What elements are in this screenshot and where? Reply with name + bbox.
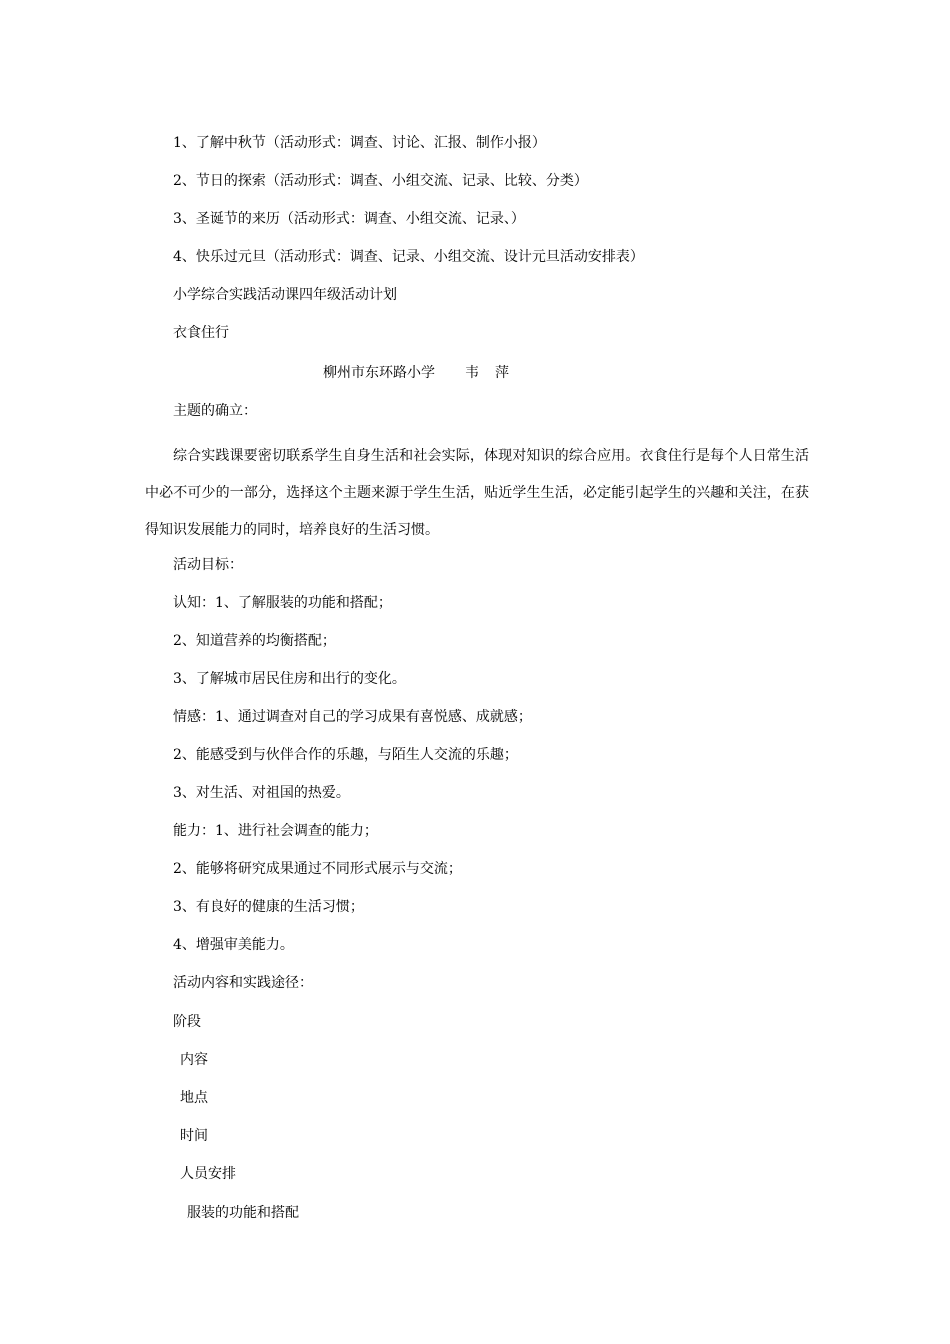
section-heading-theme: 主题的确立： <box>173 403 257 419</box>
author-name-first: 韦 <box>465 365 479 381</box>
section-heading-content: 活动内容和实践途径： <box>173 975 313 991</box>
goal-cognition-2: 2、知道营养的均衡搭配； <box>173 633 336 649</box>
goal-ability-1: 能力：1、进行社会调查的能力； <box>173 823 378 839</box>
goal-cognition-1: 认知：1、了解服装的功能和搭配； <box>173 595 392 611</box>
table-header-stage: 阶段 <box>173 1014 201 1030</box>
author-school: 柳州市东环路小学 <box>323 365 435 381</box>
author-line <box>323 364 509 382</box>
theme-paragraph: 综合实践课要密切联系学生自身生活和社会实际，体现对知识的综合应用。衣食住行是每个人日常生活中必不可少的一部分，选择这个主题来源于学生生活，贴近学生生活，必定能引起学生的兴趣和关注，在获得知识发展能力的同时，培养良好的生活习惯。 <box>145 448 809 538</box>
goal-emotion-2: 2、能感受到与伙伴合作的乐趣，与陌生人交流的乐趣； <box>173 747 518 763</box>
section-heading-goals: 活动目标： <box>173 557 243 573</box>
goal-ability-2: 2、能够将研究成果通过不同形式展示与交流； <box>173 861 462 877</box>
author-name-second: 萍 <box>495 365 509 381</box>
plan-title: 小学综合实践活动课四年级活动计划 <box>173 287 397 303</box>
goal-ability-4: 4、增强审美能力。 <box>173 937 294 953</box>
activity-item-2: 2、节日的探索（活动形式：调查、小组交流、记录、比较、分类） <box>173 173 588 189</box>
activity-item-3: 3、圣诞节的来历（活动形式：调查、小组交流、记录、） <box>173 211 525 227</box>
theme-title: 衣食住行 <box>173 325 229 341</box>
goal-ability-3: 3、有良好的健康的生活习惯； <box>173 899 364 915</box>
goal-cognition-3: 3、了解城市居民住房和出行的变化。 <box>173 671 406 687</box>
table-header-content: 内容 <box>180 1052 208 1068</box>
table-cell-content: 服装的功能和搭配 <box>187 1205 299 1221</box>
goal-emotion-3: 3、对生活、对祖国的热爱。 <box>173 785 350 801</box>
activity-item-4: 4、快乐过元旦（活动形式：调查、记录、小组交流、设计元旦活动安排表） <box>173 249 644 265</box>
activity-item-1: 1、了解中秋节（活动形式：调查、讨论、汇报、制作小报） <box>173 135 546 151</box>
table-header-staffing: 人员安排 <box>180 1166 236 1182</box>
table-header-location: 地点 <box>180 1090 208 1106</box>
table-header-time: 时间 <box>180 1128 208 1144</box>
goal-emotion-1: 情感：1、通过调查对自己的学习成果有喜悦感、成就感； <box>173 709 532 725</box>
